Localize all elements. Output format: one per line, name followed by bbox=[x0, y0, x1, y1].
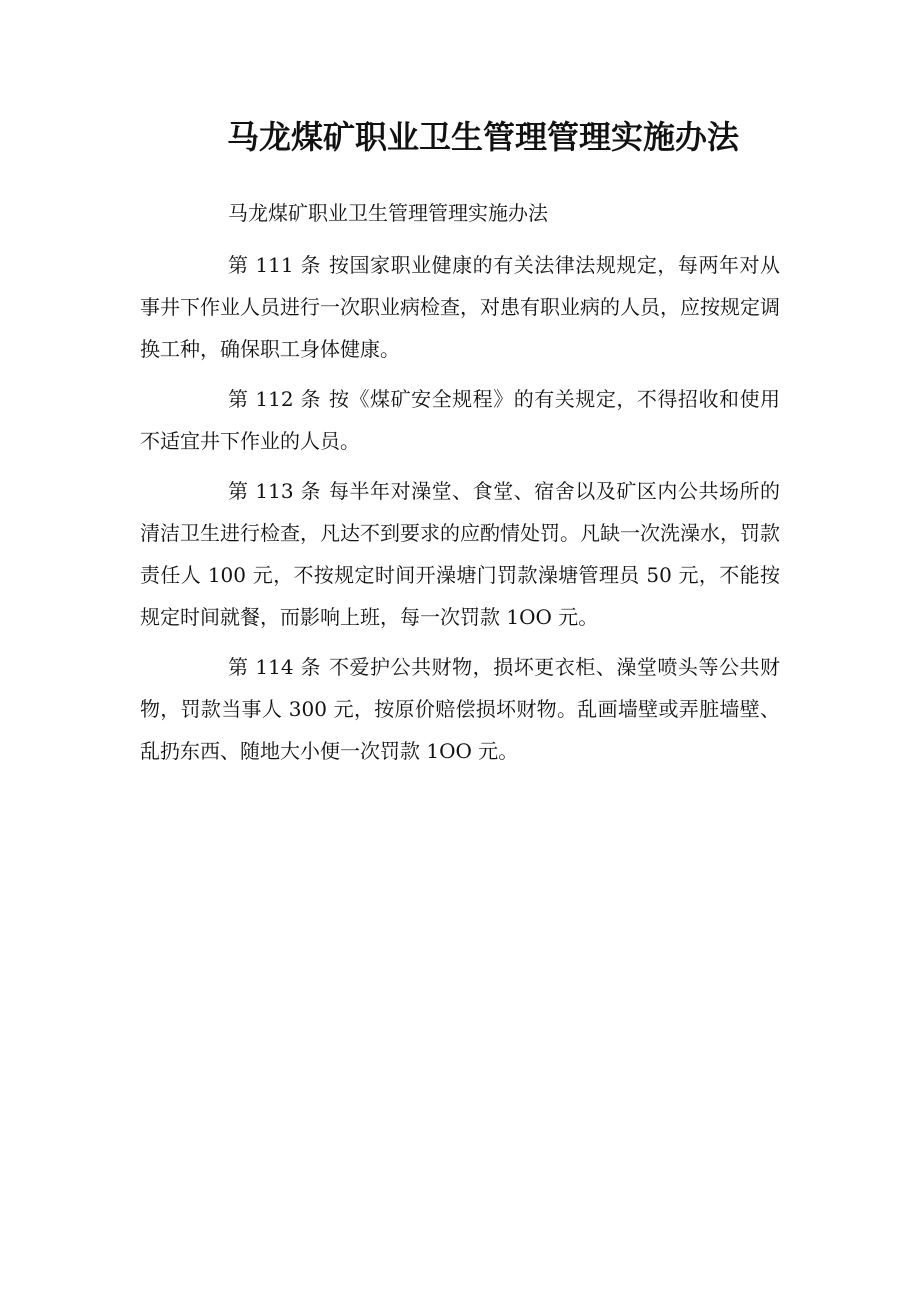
document-subtitle: 马龙煤矿职业卫生管理管理实施办法 bbox=[228, 201, 548, 225]
article-text: 按《煤矿安全规程》的有关规定，不得招收和使用不适宜井下作业的人员。 bbox=[140, 387, 781, 453]
article-text: 按国家职业健康的有关法律法规规定，每两年对从事井下作业人员进行一次职业病检查，对患有职业病的人员，应按规定调换工种，确保职工身体健康。 bbox=[140, 253, 781, 361]
document-title: 马龙煤矿职业卫生管理管理实施办法 bbox=[226, 118, 739, 156]
article-number: 第 113 条 bbox=[228, 479, 321, 503]
article-number: 第 112 条 bbox=[228, 387, 321, 411]
article-113 bbox=[140, 470, 780, 638]
article-number: 第 111 条 bbox=[228, 253, 321, 277]
article-text: 不爱护公共财物，损坏更衣柜、澡堂喷头等公共财物，罚款当事人 300 元，按原价赔偿损坏财物。乱画墙壁或弄脏墙壁、乱扔东西、随地大小便一次罚款 1OO 元。 bbox=[140, 655, 781, 763]
document-body bbox=[140, 192, 780, 780]
article-112 bbox=[140, 378, 780, 462]
article-111 bbox=[140, 244, 780, 370]
article-number: 第 114 条 bbox=[228, 655, 321, 679]
article-text: 每半年对澡堂、食堂、宿舍以及矿区内公共场所的清洁卫生进行检查，凡达不到要求的应酌情处罚。凡缺一次洗澡水，罚款责任人 100 元，不按规定时间开澡塘门罚款澡塘管理员 50 元，不能按规定时间就餐，而影响上班，每一次罚款 1OO 元。 bbox=[140, 479, 781, 629]
article-114 bbox=[140, 646, 780, 772]
